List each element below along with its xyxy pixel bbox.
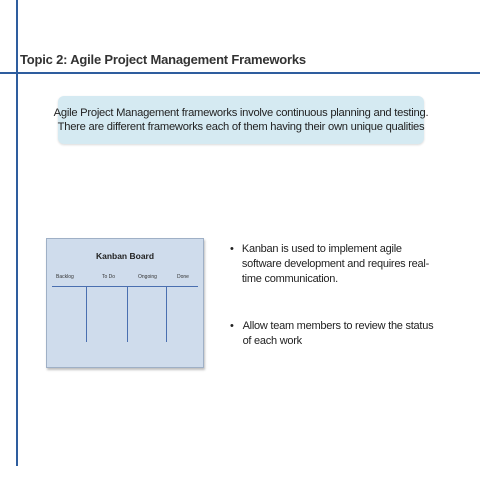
kanban-column-divider — [127, 286, 128, 342]
kanban-board-image — [46, 238, 204, 368]
bullet-item — [230, 319, 435, 349]
bullet-item — [230, 242, 435, 287]
slide-title: Topic 2: Agile Project Management Frameworks — [20, 52, 306, 67]
intro-callout — [53, 96, 429, 144]
bullet-text: Kanban is used to implement agile software development and requires real-time communication. — [241, 243, 429, 285]
title-underline-rule — [0, 72, 480, 74]
kanban-column-divider — [86, 286, 87, 342]
kanban-column-backlog: Backlog — [56, 274, 74, 280]
kanban-column-ongoing: Ongoing — [138, 274, 157, 280]
left-accent-rule — [16, 0, 18, 466]
intro-line-1: Agile Project Management frameworks involve continuous planning and testing. — [53, 107, 429, 119]
kanban-board-title: Kanban Board — [95, 251, 155, 261]
bullet-dot: • — [230, 243, 234, 255]
kanban-column-done: Done — [177, 274, 189, 280]
intro-line-2: There are different frameworks each of them having their own unique qualities — [57, 121, 425, 133]
bullet-dot: • — [230, 320, 234, 332]
kanban-column-todo: To Do — [102, 274, 116, 280]
kanban-header-divider — [52, 286, 198, 287]
bullet-text: Allow team members to review the status of each work — [242, 320, 434, 347]
kanban-column-divider — [166, 286, 167, 342]
